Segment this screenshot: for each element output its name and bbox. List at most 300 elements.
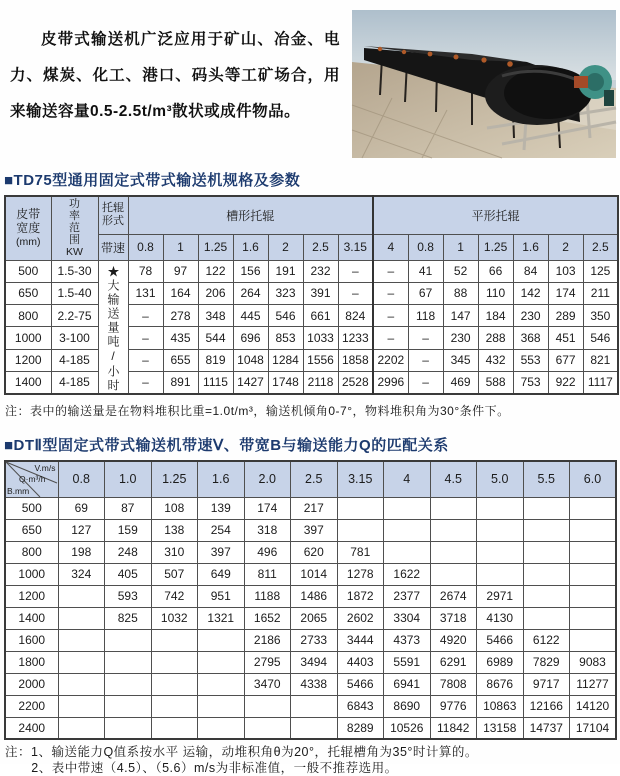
capacity-value-cell — [570, 541, 617, 563]
capacity-value-cell: 9083 — [570, 651, 617, 673]
dt2-header-row — [5, 461, 616, 498]
capacity-value-cell: – — [408, 371, 443, 393]
dt2-table-body — [5, 497, 616, 739]
capacity-value-cell: 781 — [337, 541, 384, 563]
capacity-value-cell — [430, 497, 477, 519]
capacity-value-cell: 12166 — [523, 695, 570, 717]
belt-width-cell: 2000 — [5, 673, 58, 695]
capacity-value-cell: 156 — [233, 260, 268, 282]
belt-width-cell: 1000 — [5, 327, 51, 349]
capacity-value-cell — [523, 585, 570, 607]
capacity-value-cell: 4338 — [291, 673, 338, 695]
capacity-value-cell: 546 — [583, 327, 618, 349]
capacity-value-cell: 1622 — [384, 563, 431, 585]
belt-width-unit: (mm) — [16, 236, 41, 249]
power-range-cell: 4-185 — [51, 371, 98, 393]
capacity-value-cell — [430, 541, 477, 563]
capacity-value-cell — [337, 497, 384, 519]
capacity-value-cell: 5466 — [337, 673, 384, 695]
speed-header: 4.5 — [430, 461, 477, 498]
belt-width-cell: 1400 — [5, 607, 58, 629]
capacity-value-cell — [477, 519, 524, 541]
capacity-value-cell: 10526 — [384, 717, 431, 739]
capacity-value-cell: 4373 — [384, 629, 431, 651]
capacity-value-cell: 1652 — [244, 607, 291, 629]
speed-header: 3.15 — [337, 461, 384, 498]
capacity-value-cell — [570, 497, 617, 519]
speed-header: 4 — [373, 234, 408, 260]
td75-table-title: ■TD75型通用固定式带式输送机规格及参数 — [4, 172, 301, 189]
capacity-value-cell — [105, 695, 152, 717]
capacity-value-cell — [105, 651, 152, 673]
capacity-value-cell: 2065 — [291, 607, 338, 629]
dt2-notes — [5, 745, 620, 776]
capacity-value-cell: 2202 — [373, 349, 408, 371]
capacity-value-cell — [477, 541, 524, 563]
trough-roller-header: 槽形托辊 — [128, 196, 373, 234]
capacity-value-cell: 1188 — [244, 585, 291, 607]
capacity-value-cell: 6122 — [523, 629, 570, 651]
dt2-note-line2: 2、表中带速（4.5）、（5.6）m/s为非标准值，一般不推荐选用。 — [31, 760, 398, 775]
capacity-value-cell: 13158 — [477, 717, 524, 739]
capacity-value-cell: 248 — [105, 541, 152, 563]
capacity-value-cell — [523, 519, 570, 541]
speed-header: 2 — [268, 234, 303, 260]
belt-width-cell: 1600 — [5, 629, 58, 651]
capacity-value-cell — [570, 607, 617, 629]
capacity-value-cell: 891 — [163, 371, 198, 393]
roller-type-header — [98, 196, 128, 234]
capacity-value-cell: 159 — [105, 519, 152, 541]
capacity-value-cell: – — [128, 349, 163, 371]
capacity-value-cell: 1556 — [303, 349, 338, 371]
capacity-value-cell: 1032 — [151, 607, 198, 629]
capacity-value-cell: – — [373, 282, 408, 304]
capacity-value-cell: 103 — [548, 260, 583, 282]
conveyor-photo — [352, 10, 616, 158]
belt-width-cell: 500 — [5, 497, 58, 519]
capacity-value-cell: 254 — [198, 519, 245, 541]
capacity-value-cell: 87 — [105, 497, 152, 519]
capacity-value-cell: 211 — [583, 282, 618, 304]
capacity-value-cell — [198, 673, 245, 695]
capacity-value-cell: 131 — [128, 282, 163, 304]
capacity-value-cell: 2186 — [244, 629, 291, 651]
speed-header: 1.6 — [198, 461, 245, 498]
capacity-value-cell: 2377 — [384, 585, 431, 607]
capacity-value-cell: 348 — [198, 305, 233, 327]
capacity-value-cell: – — [408, 349, 443, 371]
capacity-value-cell: 742 — [151, 585, 198, 607]
capacity-value-cell: 10863 — [477, 695, 524, 717]
capacity-value-cell — [151, 651, 198, 673]
table-row — [5, 519, 616, 541]
capacity-value-cell — [477, 497, 524, 519]
dt2-table — [4, 460, 617, 741]
capacity-value-cell: 5591 — [384, 651, 431, 673]
capacity-value-cell: 108 — [151, 497, 198, 519]
capacity-value-cell — [291, 695, 338, 717]
capacity-value-cell: 164 — [163, 282, 198, 304]
capacity-value-cell: 206 — [198, 282, 233, 304]
capacity-value-cell — [58, 717, 105, 739]
capacity-value-cell: – — [338, 282, 373, 304]
belt-width-cell: 2400 — [5, 717, 58, 739]
capacity-value-cell: 397 — [198, 541, 245, 563]
corner-speed-label: V.m/s — [34, 462, 56, 473]
belt-width-cell: 500 — [5, 260, 51, 282]
capacity-value-cell: 922 — [548, 371, 583, 393]
capacity-value-cell: 230 — [513, 305, 548, 327]
table-row — [5, 651, 616, 673]
capacity-value-cell: 544 — [198, 327, 233, 349]
capacity-value-cell: 1033 — [303, 327, 338, 349]
power-unit-label: KW — [66, 246, 83, 259]
capacity-value-cell: 318 — [244, 519, 291, 541]
capacity-value-cell — [58, 585, 105, 607]
capacity-value-cell: 2118 — [303, 371, 338, 393]
capacity-value-cell: 278 — [163, 305, 198, 327]
power-range-header — [51, 196, 98, 260]
capacity-value-cell: 661 — [303, 305, 338, 327]
capacity-value-cell — [151, 695, 198, 717]
capacity-value-cell: 345 — [443, 349, 478, 371]
capacity-value-cell: 142 — [513, 282, 548, 304]
capacity-value-cell: 825 — [105, 607, 152, 629]
td75-header-row-1 — [5, 196, 618, 234]
capacity-value-cell: 139 — [198, 497, 245, 519]
belt-width-cell: 650 — [5, 519, 58, 541]
speed-header: 2.0 — [244, 461, 291, 498]
capacity-value-cell: 620 — [291, 541, 338, 563]
capacity-value-cell: – — [128, 305, 163, 327]
capacity-value-cell: 496 — [244, 541, 291, 563]
belt-width-cell: 650 — [5, 282, 51, 304]
capacity-value-cell — [105, 717, 152, 739]
capacity-value-cell: – — [128, 327, 163, 349]
capacity-value-cell: 391 — [303, 282, 338, 304]
corner-capacity-label: Q·m³/h — [19, 473, 46, 484]
capacity-value-cell: 350 — [583, 305, 618, 327]
capacity-value-cell: 8676 — [477, 673, 524, 695]
capacity-value-cell — [151, 673, 198, 695]
power-range-cell: 3-100 — [51, 327, 98, 349]
capacity-value-cell: 649 — [198, 563, 245, 585]
capacity-value-cell — [523, 541, 570, 563]
capacity-value-cell: 3718 — [430, 607, 477, 629]
capacity-value-cell: 125 — [583, 260, 618, 282]
table-row — [5, 541, 616, 563]
capacity-value-cell: – — [128, 371, 163, 393]
capacity-value-cell: 435 — [163, 327, 198, 349]
capacity-value-cell: 66 — [478, 260, 513, 282]
table-row — [5, 305, 618, 327]
capacity-value-cell — [523, 497, 570, 519]
capacity-value-cell: 445 — [233, 305, 268, 327]
speed-header: 5.5 — [523, 461, 570, 498]
power-range-cell: 4-185 — [51, 349, 98, 371]
power-range-cell: 1.5-30 — [51, 260, 98, 282]
capacity-value-cell: 191 — [268, 260, 303, 282]
capacity-value-cell — [198, 651, 245, 673]
capacity-value-cell — [337, 519, 384, 541]
table-row — [5, 673, 616, 695]
td75-table-body — [5, 260, 618, 394]
corner-width-label: B.mm — [7, 485, 30, 496]
capacity-value-cell — [384, 519, 431, 541]
capacity-value-cell: 69 — [58, 497, 105, 519]
corner-cell — [5, 461, 58, 498]
capacity-value-cell: 88 — [443, 282, 478, 304]
belt-width-cell: 1400 — [5, 371, 51, 393]
capacity-value-cell — [198, 695, 245, 717]
belt-width-cell: 1000 — [5, 563, 58, 585]
capacity-value-cell: 821 — [583, 349, 618, 371]
flat-roller-header: 平形托辊 — [373, 196, 618, 234]
capacity-value-cell — [523, 607, 570, 629]
capacity-value-cell: 289 — [548, 305, 583, 327]
belt-width-cell: 2200 — [5, 695, 58, 717]
capacity-value-cell: 174 — [244, 497, 291, 519]
capacity-value-cell: 127 — [58, 519, 105, 541]
belt-width-label: 皮带宽度 — [16, 207, 41, 236]
capacity-value-cell: 593 — [105, 585, 152, 607]
capacity-value-cell: 824 — [338, 305, 373, 327]
td75-table — [4, 195, 619, 395]
capacity-label-cell: ★大输送量吨/小时 — [98, 260, 128, 394]
power-range-cell: 2.2-75 — [51, 305, 98, 327]
capacity-value-cell: 323 — [268, 282, 303, 304]
capacity-value-cell: 7829 — [523, 651, 570, 673]
capacity-value-cell: 11842 — [430, 717, 477, 739]
capacity-value-cell — [291, 717, 338, 739]
speed-header: 6.0 — [570, 461, 617, 498]
speed-header: 0.8 — [58, 461, 105, 498]
intro-text-block — [6, 6, 352, 162]
capacity-value-cell: 853 — [268, 327, 303, 349]
capacity-value-cell: 118 — [408, 305, 443, 327]
capacity-value-cell: 368 — [513, 327, 548, 349]
capacity-value-cell: 3304 — [384, 607, 431, 629]
capacity-value-cell — [523, 563, 570, 585]
capacity-value-cell: 811 — [244, 563, 291, 585]
speed-header: 2.5 — [583, 234, 618, 260]
capacity-value-cell: 6989 — [477, 651, 524, 673]
capacity-value-cell: 14120 — [570, 695, 617, 717]
capacity-value-cell: 3444 — [337, 629, 384, 651]
table-row — [5, 629, 616, 651]
capacity-value-cell: 405 — [105, 563, 152, 585]
capacity-value-cell: – — [408, 327, 443, 349]
capacity-value-cell: 1321 — [198, 607, 245, 629]
capacity-value-cell — [151, 629, 198, 651]
capacity-value-cell — [58, 651, 105, 673]
speed-header: 0.8 — [128, 234, 163, 260]
speed-header: 1.25 — [478, 234, 513, 260]
capacity-value-cell: 696 — [233, 327, 268, 349]
capacity-value-cell: 6843 — [337, 695, 384, 717]
capacity-value-cell: 310 — [151, 541, 198, 563]
capacity-value-cell: 469 — [443, 371, 478, 393]
capacity-value-cell: 6291 — [430, 651, 477, 673]
capacity-value-cell: 67 — [408, 282, 443, 304]
speed-header: 1 — [163, 234, 198, 260]
capacity-value-cell: 1117 — [583, 371, 618, 393]
capacity-value-cell: 288 — [478, 327, 513, 349]
speed-header: 4 — [384, 461, 431, 498]
capacity-value-cell — [198, 717, 245, 739]
power-range-label: 功率范围 — [69, 198, 80, 247]
capacity-value-cell: 52 — [443, 260, 478, 282]
table-row — [5, 282, 618, 304]
capacity-value-cell: 1115 — [198, 371, 233, 393]
capacity-value-cell: – — [373, 260, 408, 282]
capacity-value-cell: – — [373, 305, 408, 327]
capacity-value-cell: 3494 — [291, 651, 338, 673]
capacity-value-cell: 2674 — [430, 585, 477, 607]
power-range-cell: 1.5-40 — [51, 282, 98, 304]
capacity-value-cell: 2528 — [338, 371, 373, 393]
table-row — [5, 585, 616, 607]
capacity-value-cell — [244, 717, 291, 739]
table-row — [5, 717, 616, 739]
capacity-value-cell: 553 — [513, 349, 548, 371]
speed-header: 5.0 — [477, 461, 524, 498]
capacity-value-cell: 184 — [478, 305, 513, 327]
capacity-value-cell: 951 — [198, 585, 245, 607]
capacity-value-cell: 138 — [151, 519, 198, 541]
table-row — [5, 349, 618, 371]
capacity-value-cell — [384, 497, 431, 519]
capacity-value-cell: 122 — [198, 260, 233, 282]
capacity-value-cell: 6941 — [384, 673, 431, 695]
table-row — [5, 260, 618, 282]
capacity-value-cell: 753 — [513, 371, 548, 393]
capacity-value-cell — [58, 607, 105, 629]
capacity-value-cell: 198 — [58, 541, 105, 563]
table-row — [5, 695, 616, 717]
capacity-value-cell — [198, 629, 245, 651]
speed-header: 2.5 — [303, 234, 338, 260]
capacity-value-cell: 324 — [58, 563, 105, 585]
capacity-value-cell: 546 — [268, 305, 303, 327]
capacity-value-cell: 11277 — [570, 673, 617, 695]
capacity-value-cell: 8690 — [384, 695, 431, 717]
dt2-note-line1: 注：1、输送能力Q值系按水平 运输，动堆积角θ为20°，托辊槽角为35°时计算的。 — [5, 745, 478, 759]
speed-header: 0.8 — [408, 234, 443, 260]
capacity-value-cell: 9717 — [523, 673, 570, 695]
capacity-value-cell: 2602 — [337, 607, 384, 629]
capacity-value-cell: 2795 — [244, 651, 291, 673]
capacity-value-cell — [570, 629, 617, 651]
capacity-value-cell — [430, 519, 477, 541]
capacity-value-cell: 588 — [478, 371, 513, 393]
capacity-value-cell: 1427 — [233, 371, 268, 393]
capacity-value-cell — [384, 541, 431, 563]
speed-header: 2.5 — [291, 461, 338, 498]
belt-width-cell: 1200 — [5, 585, 58, 607]
capacity-value-cell: 230 — [443, 327, 478, 349]
capacity-value-cell: 174 — [548, 282, 583, 304]
capacity-value-cell: 1278 — [337, 563, 384, 585]
capacity-value-cell: 1284 — [268, 349, 303, 371]
speed-header: 1.0 — [105, 461, 152, 498]
capacity-value-cell: 264 — [233, 282, 268, 304]
capacity-value-cell: – — [338, 260, 373, 282]
belt-width-cell: 800 — [5, 305, 51, 327]
capacity-value-cell: 78 — [128, 260, 163, 282]
capacity-value-cell: 17104 — [570, 717, 617, 739]
speed-header: 1.6 — [513, 234, 548, 260]
capacity-value-cell: 110 — [478, 282, 513, 304]
speed-header: 2 — [548, 234, 583, 260]
intro-section — [0, 0, 620, 162]
belt-speed-header: 带速 — [98, 234, 128, 260]
capacity-value-cell: 1014 — [291, 563, 338, 585]
capacity-value-cell: 1872 — [337, 585, 384, 607]
capacity-value-cell: 4920 — [430, 629, 477, 651]
capacity-value-cell — [430, 563, 477, 585]
capacity-value-cell: 1858 — [338, 349, 373, 371]
intro-text: 皮带式输送机广泛应用于矿山、冶金、电力、煤炭、化工、港口、码头等工矿场合，用来输送容量0.5-2.5t/m³散状或成件物品。 — [10, 31, 340, 120]
speed-header: 1 — [443, 234, 478, 260]
belt-width-cell: 800 — [5, 541, 58, 563]
speed-header: 1.25 — [198, 234, 233, 260]
speed-header: 3.15 — [338, 234, 373, 260]
table-row — [5, 327, 618, 349]
capacity-value-cell: 655 — [163, 349, 198, 371]
table-row — [5, 497, 616, 519]
capacity-value-cell — [58, 695, 105, 717]
capacity-value-cell — [477, 563, 524, 585]
capacity-value-cell — [58, 629, 105, 651]
capacity-value-cell: 41 — [408, 260, 443, 282]
capacity-value-cell: 1233 — [338, 327, 373, 349]
td75-note: 注：表中的输送量是在物料堆积比重=1.0t/m³，输送机倾角0-7°，物料堆积角为30°条件下。 — [5, 403, 510, 418]
capacity-value-cell: 4130 — [477, 607, 524, 629]
capacity-value-cell: 84 — [513, 260, 548, 282]
capacity-value-cell: 451 — [548, 327, 583, 349]
capacity-value-cell — [58, 673, 105, 695]
capacity-value-cell: 5466 — [477, 629, 524, 651]
table-row — [5, 371, 618, 393]
capacity-value-cell: 7808 — [430, 673, 477, 695]
capacity-value-cell: 1748 — [268, 371, 303, 393]
capacity-value-cell: 9776 — [430, 695, 477, 717]
capacity-value-cell: 4403 — [337, 651, 384, 673]
capacity-value-cell: 1048 — [233, 349, 268, 371]
dt2-table-title: ■DTⅡ型固定式带式输送机带速Ⅴ、带宽B与输送能力Q的匹配关系 — [4, 436, 449, 454]
capacity-value-cell: 2733 — [291, 629, 338, 651]
capacity-value-cell: 97 — [163, 260, 198, 282]
roller-type-label: 托辊形式 — [102, 202, 124, 228]
capacity-value-cell: – — [373, 327, 408, 349]
capacity-value-cell — [151, 717, 198, 739]
speed-header: 1.25 — [151, 461, 198, 498]
capacity-value-cell: 3470 — [244, 673, 291, 695]
table-row — [5, 563, 616, 585]
capacity-value-cell: 232 — [303, 260, 338, 282]
capacity-value-cell — [105, 629, 152, 651]
capacity-value-cell: 507 — [151, 563, 198, 585]
capacity-value-cell: 8289 — [337, 717, 384, 739]
capacity-value-cell: 2996 — [373, 371, 408, 393]
capacity-value-cell: 147 — [443, 305, 478, 327]
belt-width-header — [5, 196, 51, 260]
capacity-value-cell: 14737 — [523, 717, 570, 739]
capacity-value-cell — [105, 673, 152, 695]
capacity-value-cell — [244, 695, 291, 717]
